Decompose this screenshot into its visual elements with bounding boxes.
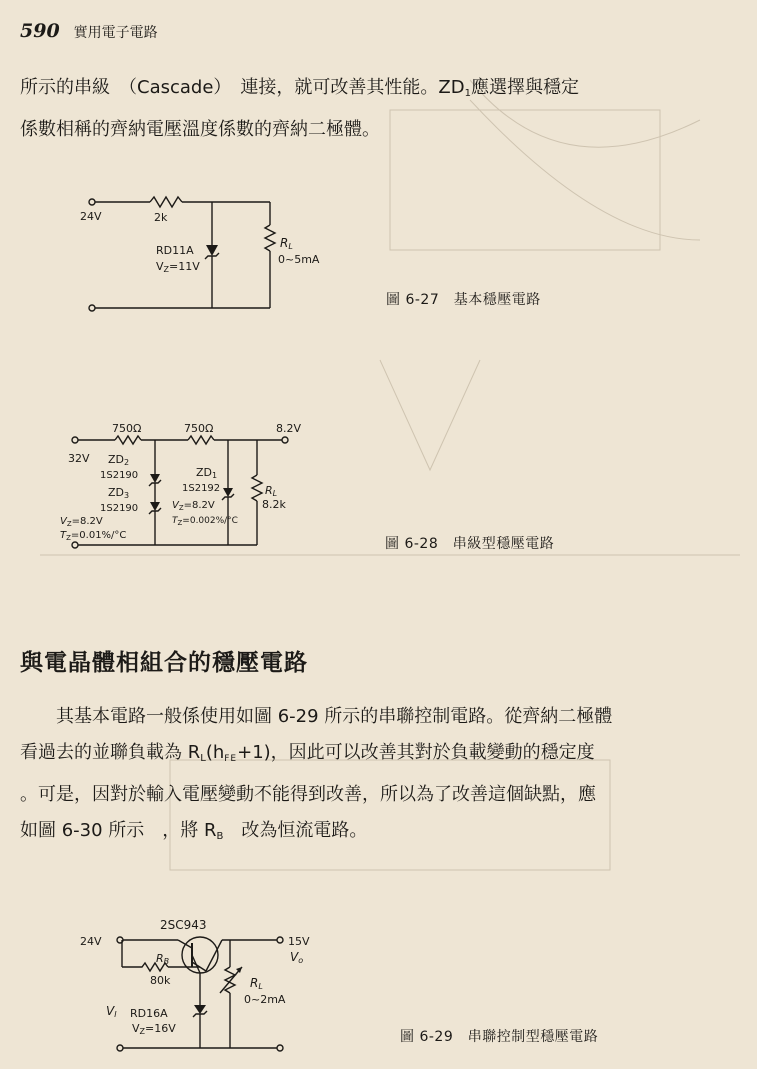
zd3-label: ZD3 — [108, 486, 130, 500]
diode-name: RD11A — [156, 244, 194, 257]
figure-6-27-caption: 圖 6-27 基本穩壓電路 — [386, 292, 541, 308]
rb-label: RB — [156, 952, 170, 966]
body-line-2-sub-l: L — [200, 753, 206, 764]
variable-load-resistor — [225, 967, 235, 993]
body-paragraph — [20, 699, 740, 855]
section-heading: 與電晶體相組合的穩壓電路 — [20, 650, 308, 676]
output-label: Vo — [290, 950, 304, 965]
body-line-2a: 看過去的並聯負載為 R — [20, 742, 201, 763]
zd23-tz: $T_Z=0.01\%/^\circ C$ — [60, 530, 127, 542]
input-terminal-top — [89, 199, 95, 205]
load-label: RL — [280, 236, 293, 251]
diode-vz: VZ=16V — [132, 1022, 176, 1036]
body-line-4-sub-b: B — [216, 831, 224, 842]
zd23-vz: $V_Z=8.2V$ — [60, 516, 103, 528]
body-line-2c: +1)，因此可以改善其對於負載變動的穩定度 — [237, 742, 595, 763]
figure-6-28-caption: 圖 6-28 串級型穩壓電路 — [385, 536, 555, 552]
output-voltage: 15V — [288, 935, 310, 948]
input-label: VI — [106, 1004, 117, 1019]
page-header — [20, 20, 158, 50]
intro-line-1a: 所示的串級 （Cascade） 連接，就可改善其性能。ZD — [20, 77, 465, 98]
zd2-part: 1S2190 — [100, 470, 139, 481]
figure-6-29-circuit — [80, 905, 360, 1055]
zener-rd11a — [206, 245, 218, 256]
load-resistor — [252, 475, 262, 501]
running-title: 實用電子電路 — [73, 25, 158, 41]
diode-vz: VZ=11V — [156, 260, 200, 274]
r1-value: 750Ω — [112, 422, 142, 435]
input-voltage: 24V — [80, 935, 102, 948]
intro-line-2: 係數相稱的齊納電壓溫度係數的齊納二極體。 — [20, 119, 380, 140]
figure-6-27-circuit — [70, 185, 330, 325]
resistor-750-2 — [188, 436, 214, 444]
load-value: 8.2k — [262, 498, 286, 511]
body-line-4a: 如圖 6-30 所示 ，將 R — [20, 820, 217, 841]
output-voltage: 8.2V — [276, 422, 302, 435]
diode-name: RD16A — [130, 1007, 168, 1020]
zd1-part: 1S2192 — [182, 483, 221, 494]
load-current: 0~5mA — [278, 253, 320, 266]
body-line-4b: 改為恒流電路。 — [223, 820, 368, 841]
zd1-vz: $V_Z=8.2V$ — [172, 500, 215, 512]
input-voltage: 32V — [68, 452, 90, 465]
intro-line-1-sub: 1 — [464, 88, 471, 99]
body-line-1: 其基本電路一般係使用如圖 6-29 所示的串聯控制電路。從齊納二極體 — [20, 706, 613, 727]
load-current: 0~2mA — [244, 993, 286, 1006]
intro-line-1b: 應選擇與穩定 — [470, 77, 579, 98]
zd1-tz: $T_Z=0.002\%/^\circ C$ — [172, 516, 238, 527]
transistor-label: 2SC943 — [160, 918, 207, 932]
resistor-750-1 — [115, 436, 141, 444]
rb-value: 80k — [150, 974, 171, 987]
load-resistor — [265, 225, 275, 251]
load-label: RL — [265, 484, 278, 498]
zd3-part: 1S2190 — [100, 503, 139, 514]
r2-value: 750Ω — [184, 422, 214, 435]
page-number: 590 — [20, 20, 60, 42]
load-label: RL — [250, 976, 263, 991]
figure-6-28-circuit — [60, 420, 320, 555]
body-line-2b: (h — [205, 742, 225, 763]
resistor-2k — [150, 197, 182, 207]
zd2-label: ZD2 — [108, 453, 130, 467]
input-terminal-bottom — [89, 305, 95, 311]
input-voltage: 24V — [80, 210, 102, 223]
body-line-3: 。可是，因對於輸入電壓變動不能得到改善，所以為了改善這個缺點，應 — [20, 784, 596, 805]
intro-paragraph — [20, 70, 740, 148]
zd1-label: ZD1 — [196, 466, 218, 480]
resistor-value: 2k — [154, 211, 168, 224]
figure-6-29-caption: 圖 6-29 串聯控制型穩壓電路 — [400, 1029, 599, 1045]
zener-rd16a — [194, 1005, 206, 1014]
body-line-2-sub-fe: FE — [224, 754, 238, 764]
